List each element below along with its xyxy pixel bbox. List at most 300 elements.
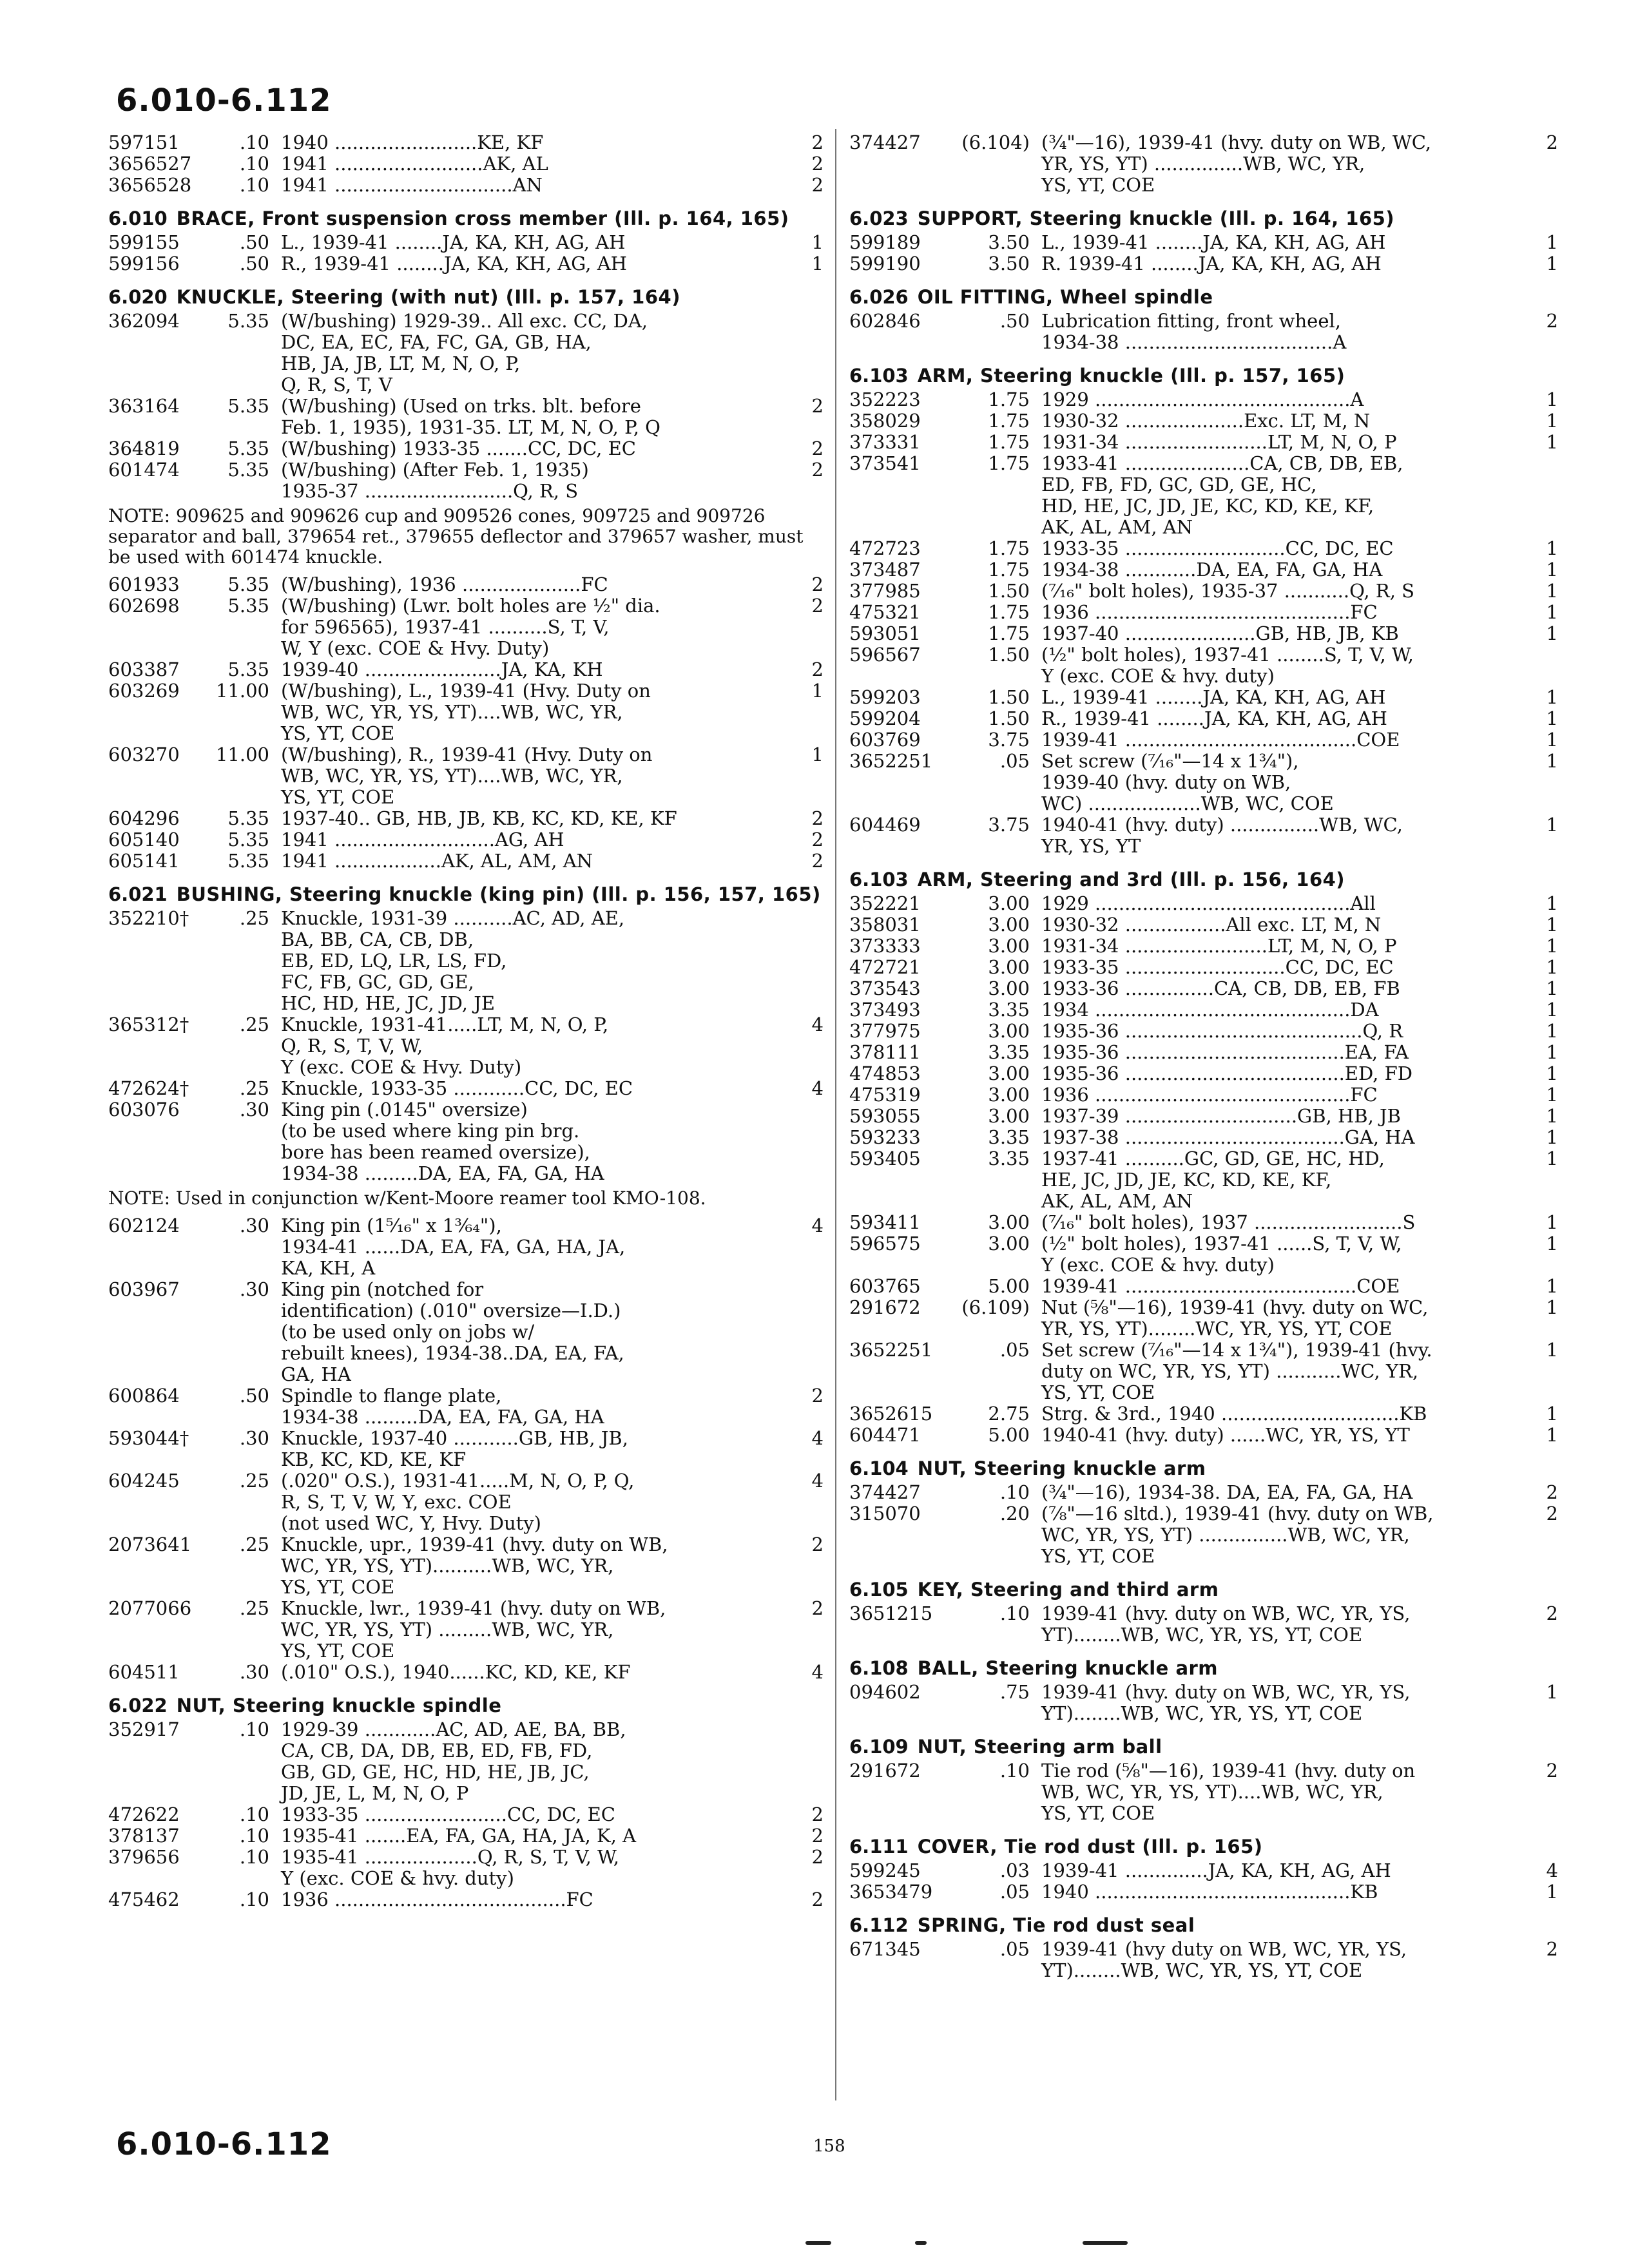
part-row xyxy=(849,1503,1558,1567)
part-row xyxy=(108,1470,824,1534)
part-qty: 1 xyxy=(1546,814,1558,836)
part-row xyxy=(849,1340,1558,1403)
part-part: 602124 xyxy=(108,1215,180,1236)
part-desc: 1933-35 ...........................CC, DC, EC xyxy=(1041,956,1394,978)
part-row xyxy=(849,1084,1558,1106)
part-price: 3.50 xyxy=(988,231,1030,253)
part-qty: 1 xyxy=(1546,389,1558,410)
part-qty: 1 xyxy=(1546,1211,1558,1233)
part-row xyxy=(849,978,1558,999)
part-row xyxy=(849,1212,1558,1233)
part-price: 1.75 xyxy=(988,452,1030,474)
part-desc: 1929 ...........................................All xyxy=(1041,892,1376,914)
part-qty: 1 xyxy=(1546,410,1558,432)
part-row xyxy=(108,459,824,502)
section-code: 6.103 xyxy=(849,869,909,890)
part-qty: 1 xyxy=(1546,253,1558,274)
part-qty: 1 xyxy=(1546,1403,1558,1425)
part-desc: Set screw (⁷⁄₁₆"—14 x 1¾"), 1939-41 (hvy. duty on WC, YR, YS, YT) ...........WC, YR, YS, YT, COE xyxy=(1041,1339,1432,1403)
part-price: .30 xyxy=(239,1215,269,1236)
part-price: .30 xyxy=(239,1099,269,1120)
part-part: 600864 xyxy=(108,1385,180,1407)
part-row xyxy=(849,389,1558,410)
part-qty: 1 xyxy=(1546,914,1558,936)
part-desc: (W/bushing) (Used on trks. blt. before Feb. 1, 1935), 1931-35. LT, M, N, O, P, Q xyxy=(281,395,660,438)
part-price: .10 xyxy=(999,1602,1030,1624)
part-row xyxy=(849,1127,1558,1148)
part-price: .05 xyxy=(999,1881,1030,1903)
part-desc: 1936 ...........................................FC xyxy=(1041,1084,1378,1106)
part-row xyxy=(849,253,1558,274)
part-qty: 2 xyxy=(811,174,824,196)
part-qty: 2 xyxy=(1546,1760,1558,1782)
part-qty: 1 xyxy=(1546,601,1558,623)
part-qty: 4 xyxy=(1546,1860,1558,1881)
part-part: 352210† xyxy=(108,907,189,929)
part-qty: 1 xyxy=(1546,1148,1558,1169)
part-qty: 1 xyxy=(1546,1126,1558,1148)
catalog-section xyxy=(108,883,824,1209)
part-desc: 1937-39 .............................GB, HB, JB xyxy=(1041,1105,1401,1127)
part-part: 475319 xyxy=(849,1084,921,1106)
section-code: 6.022 xyxy=(108,1695,168,1716)
part-row xyxy=(849,1148,1558,1212)
part-desc: 1933-35 ........................CC, DC, EC xyxy=(281,1803,615,1825)
part-part: 3652251 xyxy=(849,750,933,772)
part-row xyxy=(849,1276,1558,1297)
part-desc: L., 1939-41 ........JA, KA, KH, AG, AH xyxy=(1041,686,1386,708)
part-desc: (¾"—16), 1934-38. DA, EA, FA, GA, HA xyxy=(1041,1481,1413,1503)
part-desc: 1935-36 .....................................ED, FD xyxy=(1041,1062,1412,1084)
part-part: 599190 xyxy=(849,253,921,274)
section-code: 6.103 xyxy=(849,365,909,387)
right-column xyxy=(849,132,1558,1988)
section-heading xyxy=(108,1695,824,1716)
part-desc: (W/bushing) (After Feb. 1, 1935) 1935-37 .........................Q, R, S xyxy=(281,459,589,502)
part-part: 604471 xyxy=(849,1424,921,1446)
part-qty: 1 xyxy=(811,680,824,702)
part-row xyxy=(849,1760,1558,1824)
part-price: 5.00 xyxy=(988,1275,1030,1297)
part-row xyxy=(849,644,1558,687)
part-row xyxy=(108,175,824,196)
catalog-section xyxy=(849,1457,1558,1567)
part-desc: 1929-39 ............AC, AD, AE, BA, BB, CA, CB, DA, DB, EB, ED, FB, FD, GB, GD, GE, HC, HD, HE, JB, JC, JD, JE, L, M, N, O, P xyxy=(281,1718,626,1804)
part-row xyxy=(108,850,824,872)
part-row xyxy=(849,1482,1558,1503)
part-price: 3.35 xyxy=(988,1126,1030,1148)
part-price: .25 xyxy=(239,1597,269,1619)
part-desc: 1941 ..................AK, AL, AM, AN xyxy=(281,850,593,872)
catalog-section xyxy=(108,207,824,274)
part-qty: 1 xyxy=(1546,686,1558,708)
part-desc: 1935-36 .....................................EA, FA xyxy=(1041,1041,1409,1063)
part-part: 603270 xyxy=(108,744,180,765)
part-qty: 2 xyxy=(811,1846,824,1868)
part-part: 596575 xyxy=(849,1233,921,1254)
section-title: BALL, Steering knuckle arm xyxy=(917,1657,1219,1679)
part-qty: 1 xyxy=(1546,750,1558,772)
part-price: .10 xyxy=(239,1888,269,1910)
part-price: .50 xyxy=(239,1385,269,1407)
part-price: 1.75 xyxy=(988,389,1030,410)
catalog-section xyxy=(849,1836,1558,1903)
part-price: .50 xyxy=(999,310,1030,332)
part-desc: 1937-38 .....................................GA, HA xyxy=(1041,1126,1415,1148)
part-row xyxy=(108,1099,824,1184)
section-heading xyxy=(849,286,1558,308)
part-part: 3651215 xyxy=(849,1602,933,1624)
part-desc: 1941 .........................AK, AL xyxy=(281,153,548,175)
part-row xyxy=(108,808,824,829)
section-title: NUT, Steering arm ball xyxy=(917,1736,1162,1758)
part-desc: 1937-41 ..........GC, GD, GE, HC, HD, HE, JC, JD, JE, KC, KD, KE, KF, AK, AL, AM, AN xyxy=(1041,1148,1385,1212)
part-part: 472624† xyxy=(108,1077,189,1099)
part-part: 597151 xyxy=(108,131,180,153)
part-part: 599189 xyxy=(849,231,921,253)
part-qty: 1 xyxy=(1546,1233,1558,1254)
catalog-section xyxy=(849,1657,1558,1724)
part-desc: 1937-40 ......................GB, HB, JB, KB xyxy=(1041,622,1399,644)
part-qty: 1 xyxy=(1546,1020,1558,1042)
section-heading xyxy=(108,286,824,308)
part-qty: 1 xyxy=(1546,622,1558,644)
part-part: 315070 xyxy=(849,1503,921,1524)
part-part: 599245 xyxy=(849,1860,921,1881)
part-desc: 1936 ...........................................FC xyxy=(1041,601,1378,623)
part-qty: 1 xyxy=(1546,729,1558,751)
part-desc: 1929 ...........................................A xyxy=(1041,389,1364,410)
part-desc: (¾"—16), 1939-41 (hvy. duty on WB, WC, YR, YS, YT) ...............WB, WC, YR, YS, YT, COE xyxy=(1041,131,1432,196)
part-qty: 1 xyxy=(1546,1296,1558,1318)
part-row xyxy=(108,1078,824,1099)
section-title: COVER, Tie rod dust (Ill. p. 165) xyxy=(917,1836,1263,1858)
catalog-section xyxy=(108,1215,824,1683)
part-desc: King pin (.0145" oversize) (to be used where king pin brg. bore has been reamed oversize), 1934-38 .........DA, EA, FA, GA, HA xyxy=(281,1099,604,1184)
catalog-section xyxy=(849,365,1558,857)
part-row xyxy=(849,687,1558,708)
part-part: 602698 xyxy=(108,595,180,617)
part-part: 472721 xyxy=(849,956,921,978)
part-desc: 1939-41 (hvy. duty on WB, WC, YR, YS, YT)........WB, WC, YR, YS, YT, COE xyxy=(1041,1602,1411,1646)
part-part: 472622 xyxy=(108,1803,180,1825)
scan-artifact xyxy=(915,2241,927,2245)
part-desc: Spindle to flange plate, 1934-38 .........DA, EA, FA, GA, HA xyxy=(281,1385,604,1428)
part-part: 291672 xyxy=(849,1760,921,1782)
left-column xyxy=(108,132,824,1917)
part-desc: 1939-40 .......................JA, KA, KH xyxy=(281,658,603,680)
part-qty: 2 xyxy=(1546,310,1558,332)
part-price: .50 xyxy=(239,253,269,274)
part-desc: (W/bushing), 1936 ....................FC xyxy=(281,573,608,595)
part-desc: R. 1939-41 ........JA, KA, KH, AG, AH xyxy=(1041,253,1382,274)
part-row xyxy=(108,1598,824,1662)
part-price: 1.50 xyxy=(988,707,1030,729)
part-part: 601933 xyxy=(108,573,180,595)
part-desc: 1941 ..............................AN xyxy=(281,174,543,196)
section-heading xyxy=(108,207,824,229)
part-qty: 1 xyxy=(1546,1041,1558,1063)
part-desc: (W/bushing) 1933-35 .......CC, DC, EC xyxy=(281,437,636,459)
part-price: 5.00 xyxy=(988,1424,1030,1446)
section-note: NOTE: 909625 and 909626 cup and 909526 cones, 909725 and 909726 separator and ball, 379654 ret., 379655 deflector and 379657 washer, must be used with 601474 knuckle. xyxy=(108,505,804,568)
part-price: 1.75 xyxy=(988,410,1030,432)
part-part: 603387 xyxy=(108,658,180,680)
part-desc: 1931-34 ........................LT, M, N, O, P xyxy=(1041,935,1397,957)
part-row xyxy=(108,253,824,274)
section-heading xyxy=(108,883,824,905)
part-desc: 1933-41 .....................CA, CB, DB, EB, ED, FB, FD, GC, GD, GE, HC, HD, HE, JC, JD, JE, KC, KD, KE, KF, AK, AL, AM, AN xyxy=(1041,452,1403,538)
part-desc: 1935-36 ........................................Q, R xyxy=(1041,1020,1403,1042)
page-footer-title: 6.010-6.112 xyxy=(116,2126,332,2162)
part-part: 605141 xyxy=(108,850,180,872)
part-qty: 2 xyxy=(811,1803,824,1825)
catalog-section xyxy=(108,574,824,872)
catalog-section xyxy=(849,869,1558,1446)
part-part: 378137 xyxy=(108,1825,180,1847)
part-part: 474853 xyxy=(849,1062,921,1084)
part-row xyxy=(849,311,1558,353)
part-desc: Lubrication fitting, front wheel, 1934-38 ...................................A xyxy=(1041,310,1347,353)
page-title: 6.010-6.112 xyxy=(116,82,332,119)
part-price: 3.00 xyxy=(988,892,1030,914)
part-row xyxy=(108,574,824,595)
part-desc: 1931-34 ........................LT, M, N, O, P xyxy=(1041,431,1397,453)
part-row xyxy=(849,559,1558,581)
part-row xyxy=(849,1297,1558,1340)
part-price: .30 xyxy=(239,1278,269,1300)
part-price: 3.35 xyxy=(988,1148,1030,1169)
part-price: .10 xyxy=(239,1825,269,1847)
section-title: KNUCKLE, Steering (with nut) (Ill. p. 157, 164) xyxy=(176,286,680,308)
part-part: 472723 xyxy=(849,537,921,559)
part-price: (6.109) xyxy=(961,1296,1030,1318)
part-qty: 1 xyxy=(1546,1105,1558,1127)
part-part: 475462 xyxy=(108,1888,180,1910)
part-qty: 1 xyxy=(1546,956,1558,978)
part-price: 3.00 xyxy=(988,914,1030,936)
part-qty: 1 xyxy=(1546,537,1558,559)
part-row xyxy=(849,708,1558,729)
part-price: .10 xyxy=(239,1803,269,1825)
part-row xyxy=(849,751,1558,814)
part-part: 593051 xyxy=(849,622,921,644)
part-row xyxy=(849,1881,1558,1903)
part-row xyxy=(108,659,824,680)
part-part: 593411 xyxy=(849,1211,921,1233)
part-row xyxy=(108,1719,824,1804)
part-desc: Nut (⅝"—16), 1939-41 (hvy. duty on WC, YR, YS, YT)........WC, YR, YS, YT, COE xyxy=(1041,1296,1429,1340)
part-row xyxy=(108,908,824,1014)
part-price: .50 xyxy=(239,231,269,253)
part-qty: 1 xyxy=(1546,999,1558,1021)
part-qty: 2 xyxy=(1546,1503,1558,1524)
part-desc: 1939-41 .......................................COE xyxy=(1041,1275,1400,1297)
part-part: 475321 xyxy=(849,601,921,623)
part-row xyxy=(108,1889,824,1910)
part-qty: 1 xyxy=(1546,1275,1558,1297)
part-row xyxy=(108,1215,824,1279)
part-price: .25 xyxy=(239,1470,269,1492)
part-part: 378111 xyxy=(849,1041,921,1063)
part-price: .25 xyxy=(239,1014,269,1035)
part-desc: (W/bushing) 1929-39.. All exc. CC, DA, DC, EA, EC, FA, FC, GA, GB, HA, HB, JA, JB, LT, M, N, O, P, Q, R, S, T, V xyxy=(281,310,648,396)
part-qty: 2 xyxy=(811,573,824,595)
part-desc: 1934 ...........................................DA xyxy=(1041,999,1379,1021)
part-part: 362094 xyxy=(108,310,180,332)
part-desc: King pin (1⁵⁄₁₆" x 1³⁄₆₄"), 1934-41 ......DA, EA, FA, GA, HA, JA, KA, KH, A xyxy=(281,1215,626,1279)
part-part: 599156 xyxy=(108,253,180,274)
part-part: 352917 xyxy=(108,1718,180,1740)
part-desc: (⁷⁄₁₆" bolt holes), 1937 .........................S xyxy=(1041,1211,1416,1233)
part-price: .10 xyxy=(239,1718,269,1740)
part-row xyxy=(849,538,1558,559)
part-qty: 2 xyxy=(811,1825,824,1847)
part-row xyxy=(108,396,824,438)
part-row xyxy=(849,623,1558,644)
part-price: 3.35 xyxy=(988,1041,1030,1063)
part-part: 373333 xyxy=(849,935,921,957)
part-part: 605140 xyxy=(108,829,180,850)
part-row xyxy=(849,957,1558,978)
part-desc: R., 1939-41 ........JA, KA, KH, AG, AH xyxy=(1041,707,1387,729)
part-part: 593044† xyxy=(108,1427,189,1449)
part-row xyxy=(849,1233,1558,1276)
part-desc: 1933-36 ...............CA, CB, DB, EB, FB xyxy=(1041,977,1400,999)
part-part: 377975 xyxy=(849,1020,921,1042)
part-desc: Strg. & 3rd., 1940 ..............................KB xyxy=(1041,1403,1427,1425)
part-qty: 2 xyxy=(1546,1938,1558,1960)
part-qty: 2 xyxy=(1546,1481,1558,1503)
catalog-section xyxy=(849,1736,1558,1824)
section-code: 6.105 xyxy=(849,1579,909,1600)
part-part: 3656527 xyxy=(108,153,192,175)
part-qty: 2 xyxy=(811,395,824,417)
part-part: 352223 xyxy=(849,389,921,410)
part-desc: Knuckle, upr., 1939-41 (hvy. duty on WB, WC, YR, YS, YT)..........WB, WC, YR, YS, YT, COE xyxy=(281,1533,668,1598)
part-part: 352221 xyxy=(849,892,921,914)
part-row xyxy=(849,814,1558,857)
part-part: 3656528 xyxy=(108,174,192,196)
part-price: 5.35 xyxy=(227,437,269,459)
scan-artifact xyxy=(805,2241,831,2245)
part-price: 5.35 xyxy=(227,658,269,680)
part-qty: 2 xyxy=(811,850,824,872)
part-part: 2077066 xyxy=(108,1597,192,1619)
section-title: NUT, Steering knuckle arm xyxy=(917,1457,1206,1479)
part-row xyxy=(849,410,1558,432)
part-part: 373543 xyxy=(849,977,921,999)
part-qty: 2 xyxy=(811,658,824,680)
part-qty: 2 xyxy=(811,807,824,829)
part-price: 3.75 xyxy=(988,814,1030,836)
part-qty: 2 xyxy=(1546,1602,1558,1624)
part-price: 3.50 xyxy=(988,253,1030,274)
part-desc: 1934-38 ............DA, EA, FA, GA, HA xyxy=(1041,559,1383,581)
part-qty: 2 xyxy=(811,153,824,175)
catalog-section xyxy=(849,1914,1558,1981)
part-price: 3.00 xyxy=(988,1084,1030,1106)
part-row xyxy=(108,744,824,808)
part-price: 1.75 xyxy=(988,431,1030,453)
part-qty: 1 xyxy=(1546,580,1558,602)
part-row xyxy=(108,153,824,175)
catalog-section xyxy=(849,1579,1558,1646)
part-part: 603967 xyxy=(108,1278,180,1300)
catalog-section xyxy=(849,207,1558,274)
part-price: 5.35 xyxy=(227,459,269,481)
part-qty: 1 xyxy=(1546,559,1558,581)
part-row xyxy=(849,999,1558,1021)
part-qty: 2 xyxy=(811,829,824,850)
part-desc: (.020" O.S.), 1931-41.....M, N, O, P, Q, R, S, T, V, W, Y, exc. COE (not used WC, Y, Hvy. Duty) xyxy=(281,1470,635,1534)
part-desc: R., 1939-41 ........JA, KA, KH, AG, AH xyxy=(281,253,627,274)
part-price: 3.00 xyxy=(988,1211,1030,1233)
part-qty: 1 xyxy=(1546,977,1558,999)
part-qty: 1 xyxy=(811,253,824,274)
part-price: 3.00 xyxy=(988,1233,1030,1254)
section-note: NOTE: Used in conjunction w/Kent-Moore reamer tool KMO-108. xyxy=(108,1187,706,1209)
catalog-section xyxy=(108,132,824,196)
catalog-section xyxy=(108,1695,824,1910)
part-desc: 1939-41 ..............JA, KA, KH, AG, AH xyxy=(1041,1860,1391,1881)
part-price: 3.00 xyxy=(988,1062,1030,1084)
part-desc: 1939-41 (hvy. duty on WB, WC, YR, YS, YT)........WB, WC, YR, YS, YT, COE xyxy=(1041,1681,1411,1724)
part-desc: Knuckle, 1931-39 ..........AC, AD, AE, BA, BB, CA, CB, DB, EB, ED, LQ, LR, LS, FD, FC, FB, GC, GD, GE, HC, HD, HE, JC, JD, JE xyxy=(281,907,625,1014)
part-part: 593233 xyxy=(849,1126,921,1148)
part-part: 374427 xyxy=(849,1481,921,1503)
part-desc: Set screw (⁷⁄₁₆"—14 x 1¾"), 1939-40 (hvy. duty on WB, WC) ...................WB, WC, COE xyxy=(1041,750,1334,814)
part-qty: 1 xyxy=(1546,1881,1558,1903)
section-heading xyxy=(849,1736,1558,1758)
part-part: 364819 xyxy=(108,437,180,459)
part-row xyxy=(108,1428,824,1470)
part-price: 1.50 xyxy=(988,686,1030,708)
section-title: BRACE, Front suspension cross member (Ill. p. 164, 165) xyxy=(176,207,789,229)
part-desc: 1940 ...........................................KB xyxy=(1041,1881,1378,1903)
part-row xyxy=(108,232,824,253)
part-price: 3.00 xyxy=(988,956,1030,978)
part-qty: 1 xyxy=(1546,1424,1558,1446)
part-row xyxy=(849,1860,1558,1881)
part-part: 604296 xyxy=(108,807,180,829)
part-desc: (⅞"—16 sltd.), 1939-41 (hvy. duty on WB, WC, YR, YS, YT) ...............WB, WC, YR, YS, YT, COE xyxy=(1041,1503,1434,1567)
part-price: .10 xyxy=(239,131,269,153)
part-desc: 1939-41 (hvy duty on WB, WC, YR, YS, YT)........WB, WC, YR, YS, YT, COE xyxy=(1041,1938,1407,1981)
part-price: 3.00 xyxy=(988,935,1030,957)
part-part: 604511 xyxy=(108,1661,180,1683)
part-part: 373487 xyxy=(849,559,921,581)
part-row xyxy=(849,936,1558,957)
part-price: 11.00 xyxy=(215,744,269,765)
part-row xyxy=(849,602,1558,623)
section-title: ARM, Steering knuckle (Ill. p. 157, 165) xyxy=(917,365,1345,387)
part-desc: 1940 ........................KE, KF xyxy=(281,131,544,153)
part-part: 363164 xyxy=(108,395,180,417)
catalog-section xyxy=(108,286,824,568)
part-qty: 1 xyxy=(1546,231,1558,253)
part-price: 1.50 xyxy=(988,580,1030,602)
part-part: 379656 xyxy=(108,1846,180,1868)
part-desc: 1936 .......................................FC xyxy=(281,1888,593,1910)
part-part: 603765 xyxy=(849,1275,921,1297)
section-code: 6.021 xyxy=(108,883,168,905)
part-desc: (W/bushing), R., 1939-41 (Hvy. Duty on WB, WC, YR, YS, YT)....WB, WC, YR, YS, YT, COE xyxy=(281,744,653,808)
part-qty: 1 xyxy=(1546,1062,1558,1084)
part-row xyxy=(849,1063,1558,1084)
part-price: 1.50 xyxy=(988,644,1030,666)
section-heading xyxy=(849,207,1558,229)
